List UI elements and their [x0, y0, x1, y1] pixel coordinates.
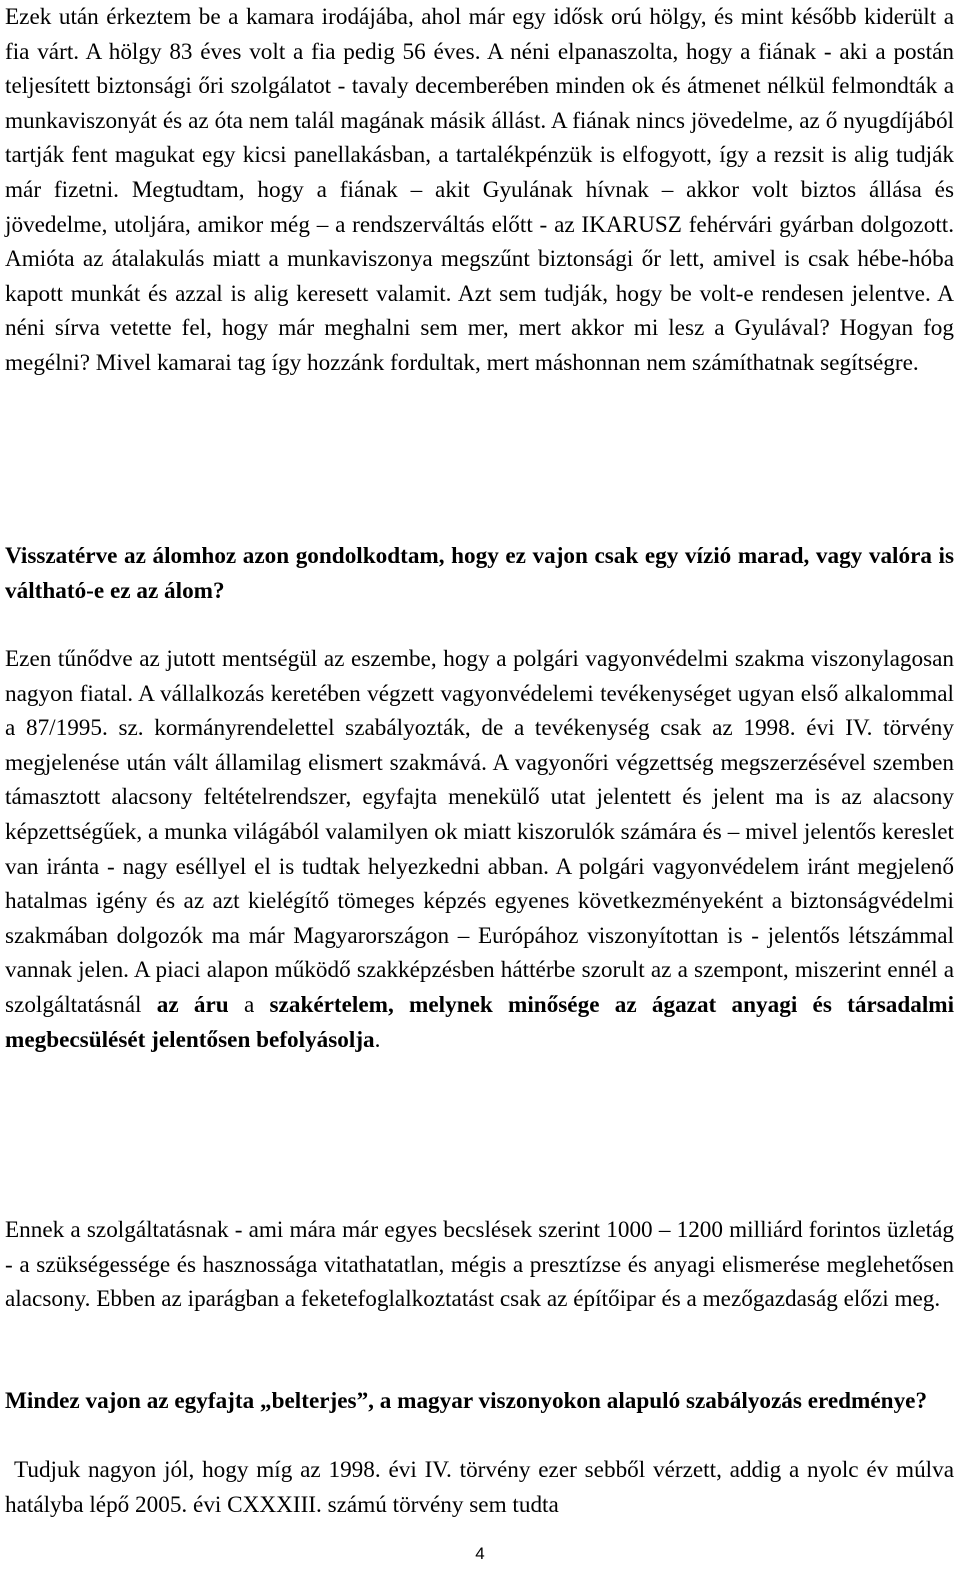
heading-regulation-question: Mindez vajon az egyfajta „belterjes”, a magyar viszonyokon alapuló szabályozás eredménye? — [5, 1388, 928, 1414]
paragraph-story: Ezek után érkeztem be a kamara irodájába, ahol már egy idősk orú hölgy, és mint később kiderült a fia várt. A hölgy 83 éves volt a fia pedig 56 éves. A néni elpanaszolta, hogy a fiának - aki a postán teljesített biztonsági őri szolgálatot - tavaly decemberében minden ok és átmenet nélkül felmondták a munkaviszonyát és az óta nem talál magának másik állást. A fiának nincs jövedelme, az ő nyugdíjából tartják fent magukat egy kicsi panellakásban, a tartalékpénzük is elfogyott, így a rezsit is alig tudják már fizetni. Megtudtam, hogy a fiának – akit Gyulának hívnak – akkor volt biztos állása és jövedelme, utoljára, amikor még – a rendszerváltás előtt - az IKARUSZ fehérvári gyárban dolgozott. Amióta az átalakulás miatt a munkaviszonya megszűnt biztonsági őr lett, amivel is csak hébe-hóba kapott munkát és azzal is alig keresett valamit. Azt sem tudják, hogy be volt-e rendesen jelentve. A néni sírva vetette fel, hogy már meghalni sem mer, mert akkor mi lesz a Gyulával? Hogyan fog megélni? Mivel kamarai tag így hozzánk fordultak, mert máshonnan nem számíthatnak segítségre. — [5, 4, 954, 376]
heading-dream-question: Visszatérve az álomhoz azon gondolkodtam, hogy ez vajon csak egy vízió marad, vagy valóra is váltható-e ez az álom? — [5, 543, 954, 604]
page-number: 4 — [475, 1544, 485, 1563]
bold-comma: , — [387, 991, 410, 1018]
paragraph-law-history — [5, 1453, 954, 1522]
paragraph-text: Ezen tűnődve az jutott mentségül az eszembe, hogy a polgári vagyonvédelmi szakma viszonylagosan nagyon fiatal. A vállalkozás keretében végzett vagyonvédelemi tevékenységet ugyan első alkalommal a 87/1995. sz. kormányrendelettel szabályozták, de a tevékenység csak az 1998. évi IV. törvény megjelenése után vált államilag elismert szakmává. A vagyonőri végzettség megszerzésével szemben támasztott alacsony feltételrendszer, egyfajta menekülő utat jelentett és jelent ma is az alacsony képzettségűek, a munka világából valamilyen ok miatt kiszorulók számára és – mivel jelentős kereslet van iránta - nagy eséllyel el is tudtak helyezkedni abban. A polgári vagyonvédelem iránt megjelenő hatalmas igény és az azt kielégítő tömeges képzés egyenes következményeként a biztonságvédelmi szakmában dolgozók ma már Magyarországon – Európához viszonyítottan is - jelentős létszámmal vannak jelen. A piaci alapon működő szakképzésben háttérbe szorult az a szempont, miszerint ennél a szolgáltatásnál — [5, 646, 954, 1018]
paragraph-security-profession — [5, 642, 954, 1057]
bold-phrase-expertise: szakértelem — [269, 991, 388, 1018]
bold-phrase-goods: az áru — [156, 991, 229, 1018]
paragraph-text-connector: a — [228, 991, 270, 1018]
paragraph-end: . — [374, 1026, 381, 1053]
bold-phrase-quality: melynek minősége az ágazat anyagi és társadalmi megbecsülését jelentősen befolyásolja — [5, 991, 955, 1053]
paragraph-service-market: Ennek a szolgáltatásnak - ami mára már egyes becslések szerint 1000 – 1200 milliárd forintos üzletág - a szükségessége és hasznossága vitathatatlan, mégis a presztízse és anyagi elismerése meglehetősen alacsony. Ebben az iparágban a feketefoglalkoztatást csak az építőipar és a mezőgazdaság előzi meg. — [5, 1217, 954, 1313]
paragraph-law-text: Tudjuk nagyon jól, hogy míg az 1998. évi IV. törvény ezer sebből vérzett, addig a nyolc év múlva hatályba lépő 2005. évi CXXXIII. számú törvény sem tudta — [5, 1457, 954, 1518]
